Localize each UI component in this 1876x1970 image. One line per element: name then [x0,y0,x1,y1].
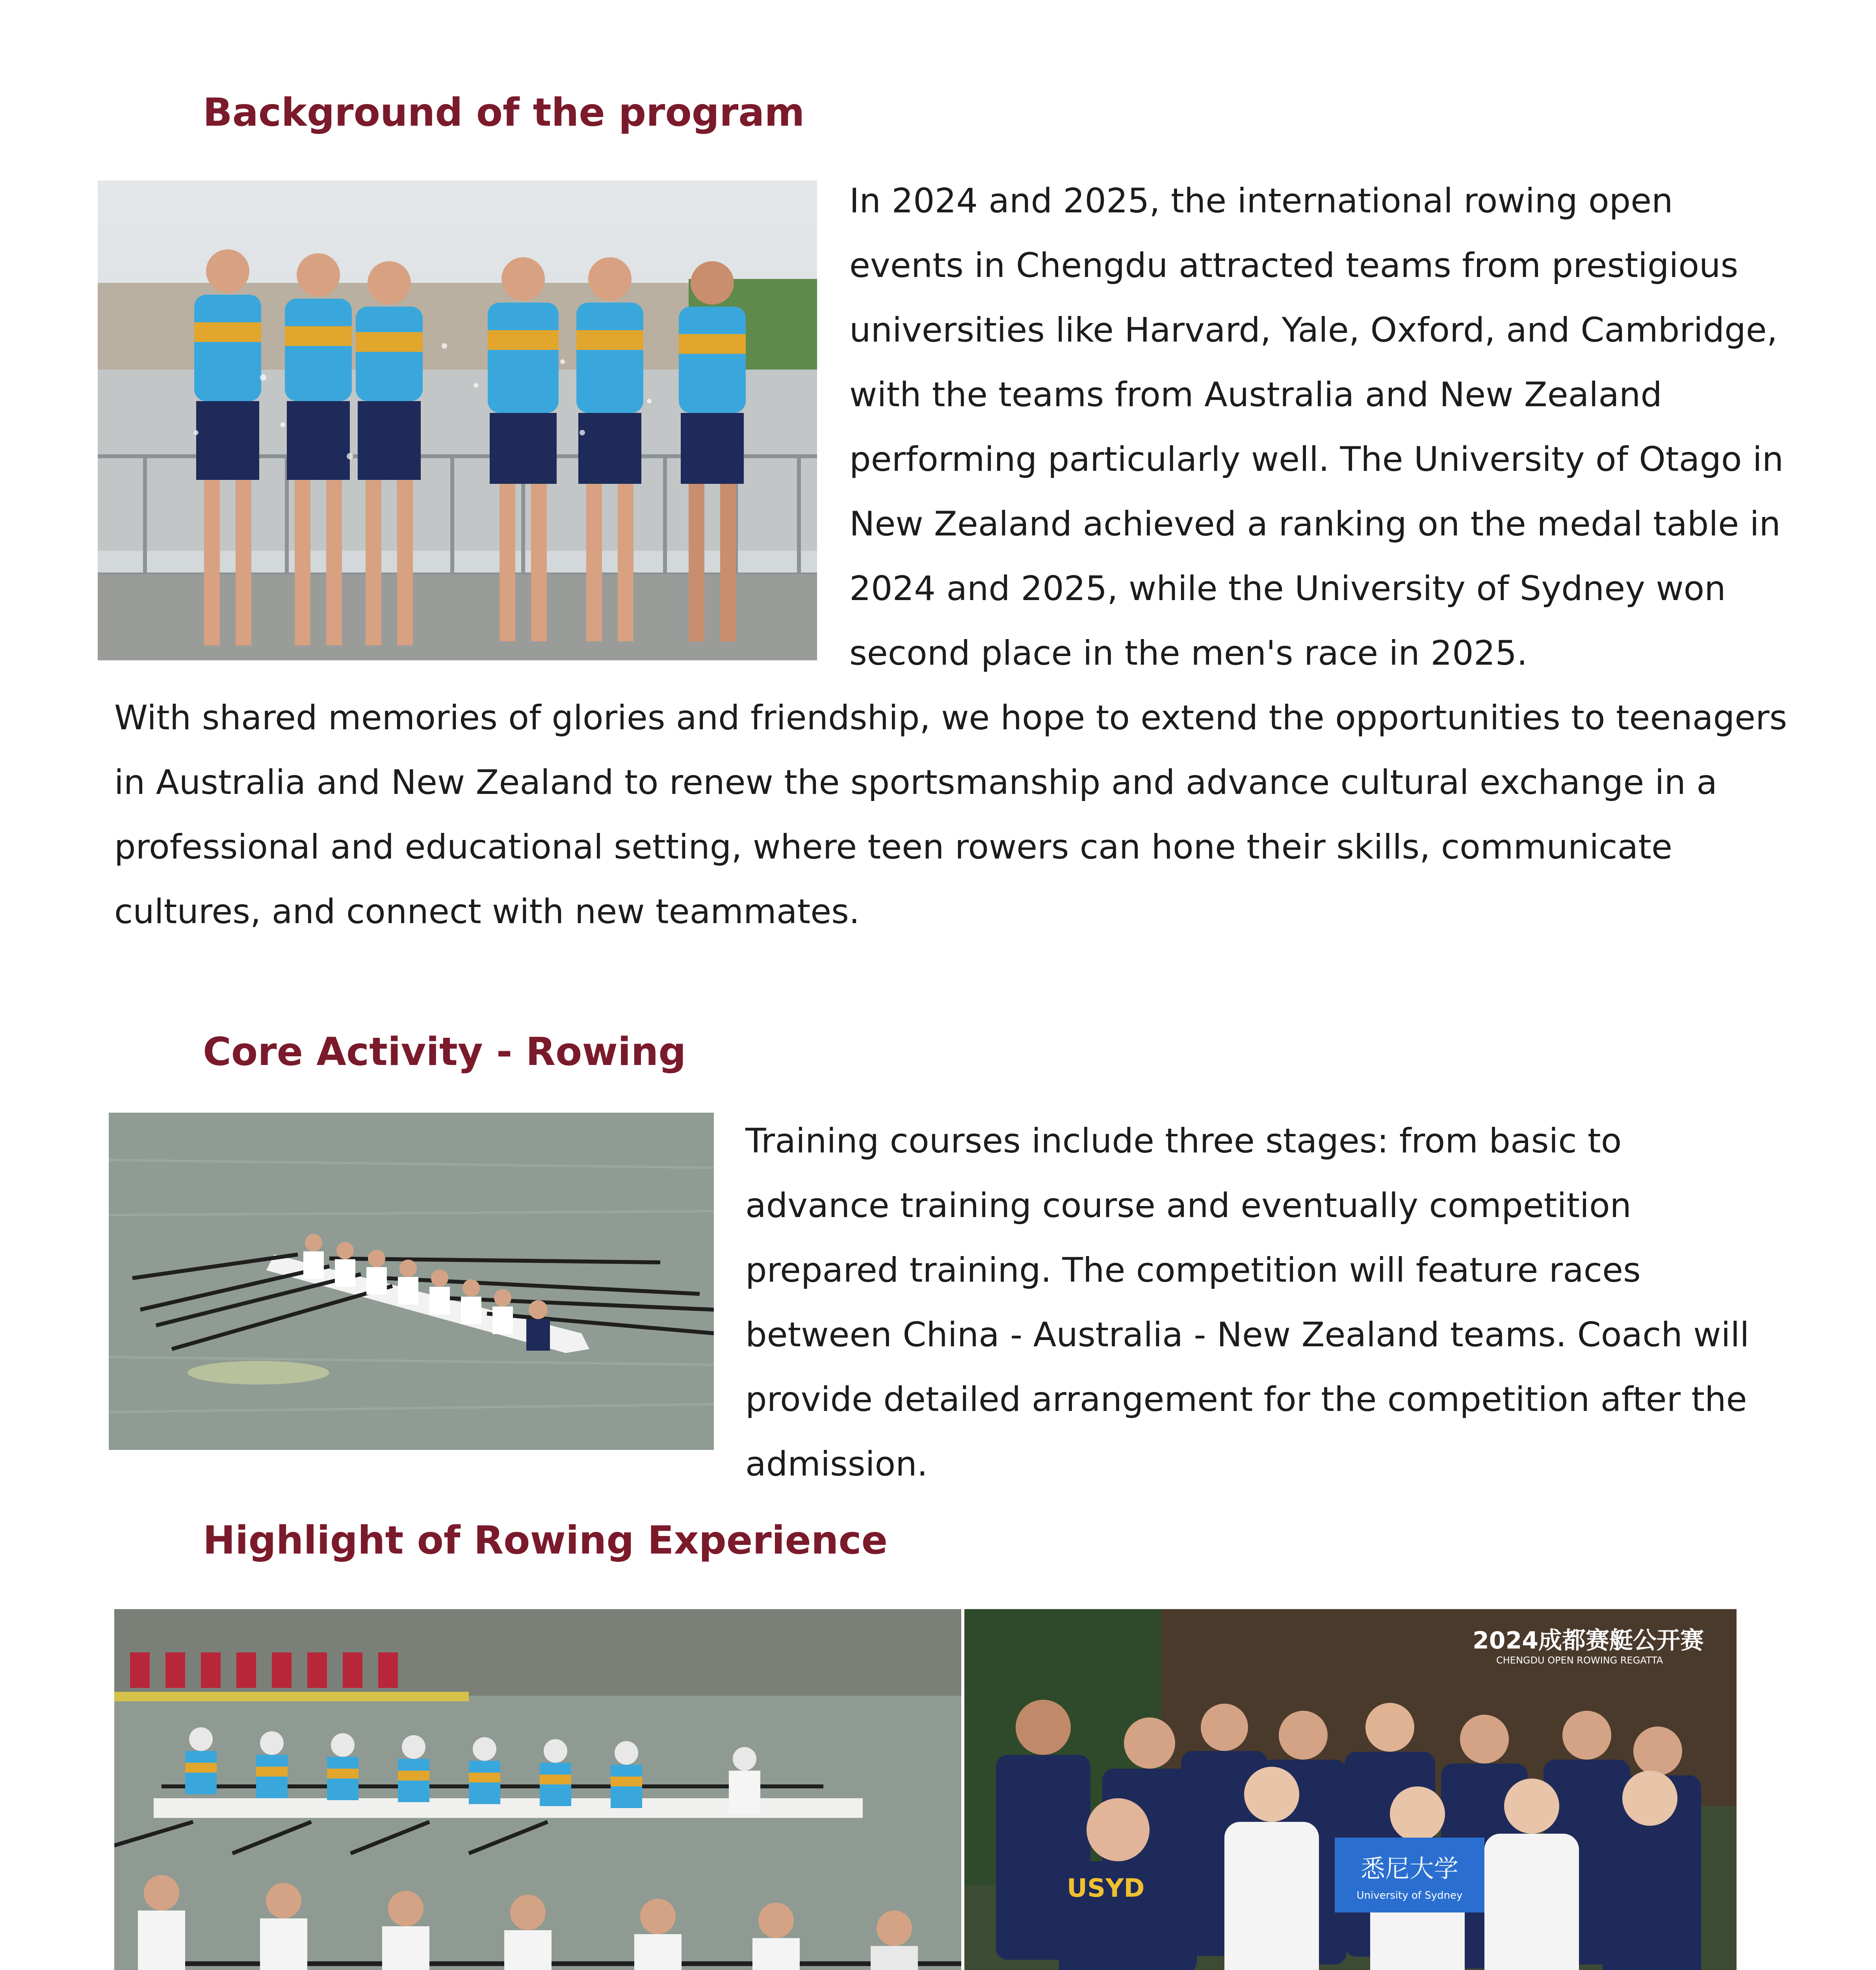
core-activity-text: Training courses include three stages: from basic to advance training course and eventually competition prepared training. The competition will feature races between China - Australia - New Zealand teams. Coach will provide detailed arrangement for the competition after the admission. [745,1121,1750,1484]
photo-team-celebration [98,180,817,660]
sign-en: University of Sydney [1356,1890,1463,1901]
photo-rowing-eight [109,1113,714,1450]
banner-en: CHENGDU OPEN ROWING REGATTA [1496,1655,1663,1666]
sign-cn: 悉尼大学 [1360,1854,1459,1883]
photo-team-group [964,1609,1737,1970]
section-heading-highlight: Highlight of Rowing Experience [203,1518,888,1563]
banner-cn: 2024成都赛艇公开赛 [1473,1627,1704,1654]
section-heading-core-activity: Core Activity - Rowing [203,1030,686,1074]
section-heading-background: Background of the program [203,90,805,135]
background-body-text: With shared memories of glories and friendship, we hope to extend the opportunities to teenagers in Australia and New Zealand to renew the sportsmanship and advance cultural exchange in a professional and educational setting, where teen rowers can hone their skills, communicate cultures, and connect with new teammates. [114,698,1787,931]
photo-race-boats [114,1609,961,1970]
background-intro-text: In 2024 and 2025, the international rowing open events in Chengdu attracted teams from prestigious universities like Harvard, Yale, Oxford, and Cambridge, with the teams from Australia and New Zealand performing particularly well. The University of Otago in New Zealand achieved a ranking on the medal table in 2024 and 2025, while the University of Sydney won second place in the men's race in 2025. [849,181,1784,673]
shirt-text: USYD [1067,1874,1145,1903]
